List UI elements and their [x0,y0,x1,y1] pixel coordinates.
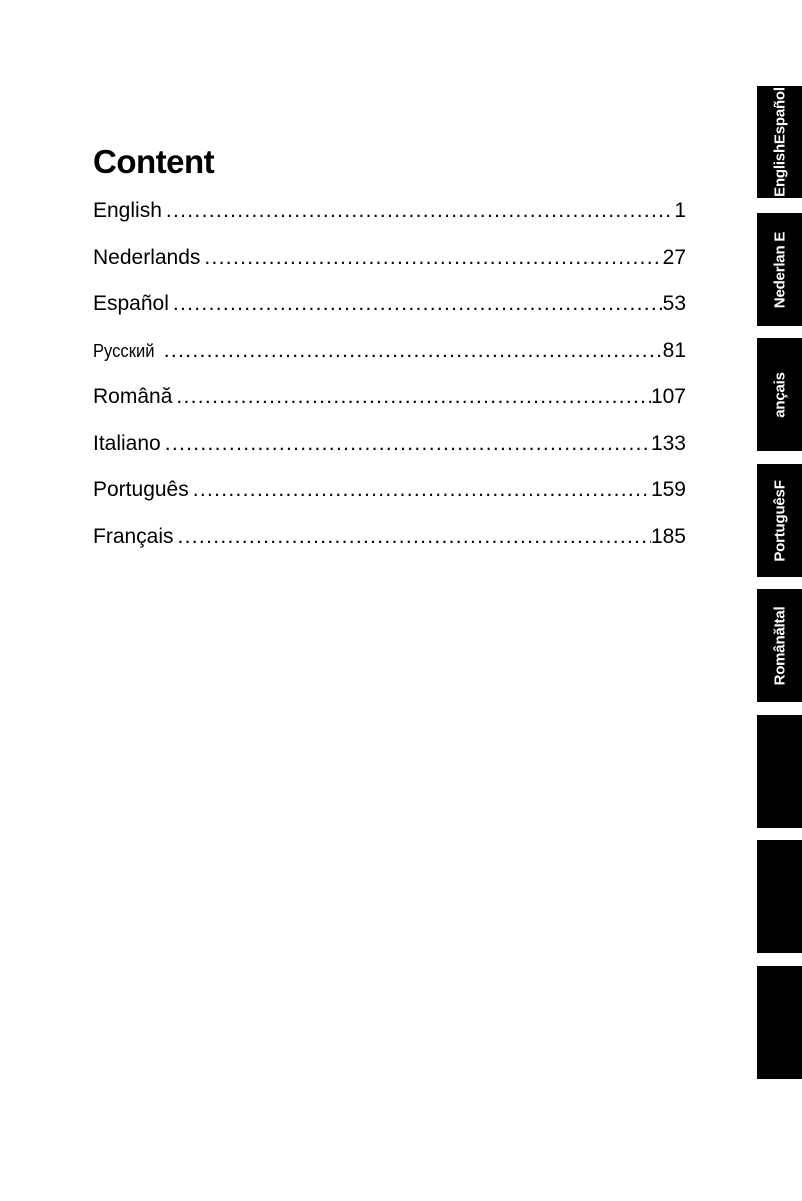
toc-entry-page: 107 [650,385,686,408]
toc-entry-page: 133 [650,431,686,455]
tab-label: Nederlan E [771,231,788,308]
dot-leader [189,476,651,504]
language-tab[interactable] [757,464,802,577]
toc-entry-english[interactable] [93,197,686,244]
dot-leader [174,523,651,551]
toc-entry-page: 27 [662,245,686,269]
toc-entry-label: Nederlands [93,245,201,269]
toc-entry-label: Português [93,478,189,501]
toc-entry-label: English [93,199,162,222]
toc-entry-espanol[interactable] [93,290,686,337]
toc-entry-label: Français [93,524,174,548]
language-tab[interactable] [757,589,802,702]
language-tab[interactable] [757,338,802,451]
language-tab[interactable] [757,715,802,828]
dot-leader [162,197,674,225]
toc-entry-russian[interactable] [93,337,686,384]
dot-leader [200,244,662,272]
tab-label: EnglishEspañol [771,87,788,197]
toc-entry-page: 1 [674,199,686,222]
language-tab-strip [757,0,802,1201]
dot-leader [169,290,663,318]
toc-entry-nederlands[interactable] [93,244,686,291]
tab-label: PortuguêsF [771,479,788,562]
dot-leader [161,430,651,458]
toc-entry-francais[interactable] [93,523,686,570]
toc-entry-page: 185 [650,524,686,548]
table-of-contents [93,197,686,569]
toc-entry-page: 159 [650,478,686,501]
toc-entry-label: Română [93,385,173,408]
language-tab[interactable] [757,213,802,326]
toc-entry-italiano[interactable] [93,430,686,477]
toc-entry-romana[interactable] [93,383,686,430]
toc-entry-page: 53 [662,292,686,315]
dot-leader [160,337,663,365]
toc-entry-label: Español [93,292,169,315]
toc-entry-page: 81 [662,338,686,362]
toc-entry-label: Русский [93,340,155,361]
page-title: Content [93,143,215,180]
language-tab[interactable] [757,966,802,1079]
dot-leader [172,383,651,411]
tab-label: ançais [771,371,788,418]
tab-label: RomânăItal [771,606,788,685]
language-tab[interactable] [757,840,802,953]
toc-entry-portugues[interactable] [93,476,686,523]
toc-entry-label: Italiano [93,431,161,455]
language-tab[interactable] [757,86,802,198]
